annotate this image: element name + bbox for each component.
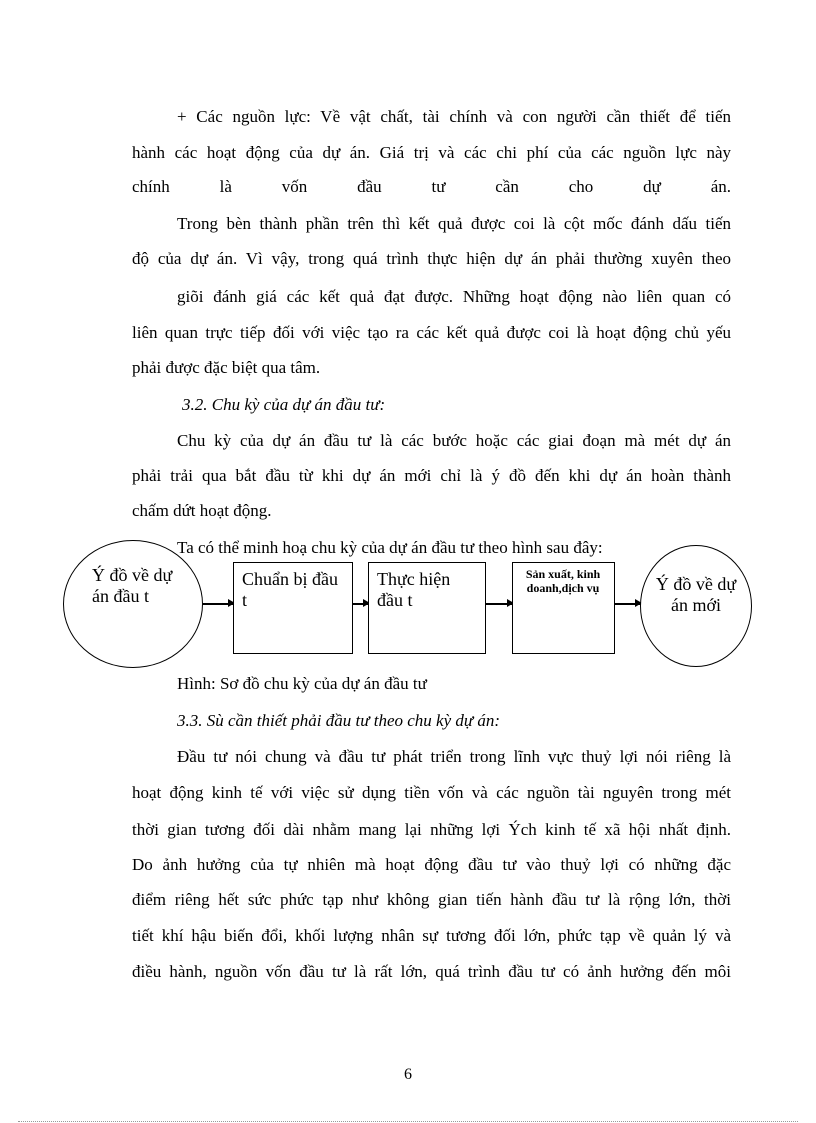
arrow — [353, 603, 369, 605]
section-heading-3-2: 3.2. Chu kỳ của dự án đầu tư: — [182, 395, 386, 414]
start-idea-ellipse — [63, 540, 203, 668]
start-idea-label: Ý đồ về dự án đầu t — [92, 565, 173, 606]
arrow — [486, 603, 513, 605]
step-execute-box — [368, 562, 486, 654]
paragraph-line: giõi đánh giá các kết quả đạt được. Những hoạt động nào liên quan có — [177, 287, 731, 306]
page-number: 6 — [404, 1066, 412, 1083]
step-prepare-box — [233, 562, 353, 654]
paragraph-line: chấm dứt hoạt động. — [132, 501, 272, 520]
paragraph-line: độ của dự án. Vì vậy, trong quá trình thực hiện dự án phải thường xuyên theo — [132, 249, 731, 268]
paragraph-line: Ta có thể minh hoạ chu kỳ của dự án đầu tư theo hình sau đây: — [177, 538, 603, 557]
paragraph-line: phải được đặc biệt qua tâm. — [132, 358, 321, 377]
paragraph-line: chính là vốn đầu tư cần cho dự án. — [132, 177, 731, 196]
paragraph-line: hành các hoạt động của dự án. Giá trị và các chi phí của các nguồn lực này — [132, 143, 731, 162]
arrow — [203, 603, 234, 605]
paragraph-line: Do ảnh hưởng của tự nhiên mà hoạt động đầu tư vào thuỷ lợi có những đặc — [132, 855, 731, 874]
paragraph-line: liên quan trực tiếp đối với việc tạo ra các kết quả được coi là hoạt động chủ yếu — [132, 323, 731, 342]
page-bottom-rule — [18, 1121, 798, 1122]
paragraph-line: tiết khí hậu biến đổi, khối lượng nhân sự tương đối lớn, phức tạp về quản lý và — [132, 926, 731, 945]
step-operate-label: Sản xuất, kinh doanh,dịch vụ — [525, 567, 601, 595]
new-idea-label: Ý đồ về dự án mới — [655, 574, 737, 615]
new-idea-ellipse — [640, 545, 752, 667]
arrow — [615, 603, 641, 605]
step-execute-label: Thực hiện đầu t — [377, 569, 451, 610]
paragraph-line: điểm riêng hết sức phức tạp như không gian tiến hành đầu tư là rộng lớn, thời — [132, 890, 731, 909]
figure-caption: Hình: Sơ đồ chu kỳ của dự án đầu tư — [177, 674, 427, 693]
section-heading-3-3: 3.3. Sù cần thiết phải đầu tư theo chu kỳ dự án: — [177, 711, 501, 730]
paragraph-line: Đầu tư nói chung và đầu tư phát triển trong lĩnh vực thuỷ lợi nói riêng là — [177, 747, 731, 766]
paragraph-line: Trong bèn thành phần trên thì kết quả được coi là cột mốc đánh dấu tiến — [177, 214, 731, 233]
paragraph-line: hoạt động kinh tế với việc sử dụng tiền vốn và các nguồn tài nguyên trong mét — [132, 783, 731, 802]
paragraph-line: phải trải qua bắt đầu từ khi dự án mới chỉ là ý đồ đến khi dự án hoàn thành — [132, 466, 731, 485]
step-operate-box — [512, 562, 615, 654]
paragraph-line: Chu kỳ của dự án đầu tư là các bước hoặc các giai đoạn mà mét dự án — [177, 431, 731, 450]
step-prepare-label: Chuẩn bị đầu t — [242, 569, 338, 610]
paragraph-line: thời gian tương đối dài nhằm mang lại những lợi Ých kinh tế xã hội nhất định. — [132, 820, 731, 839]
paragraph-line: điều hành, nguồn vốn đầu tư là rất lớn, quá trình đầu tư có ảnh hưởng đến môi — [132, 962, 731, 981]
paragraph-line: + Các nguồn lực: Về vật chất, tài chính và con người cần thiết để tiến — [177, 107, 731, 126]
